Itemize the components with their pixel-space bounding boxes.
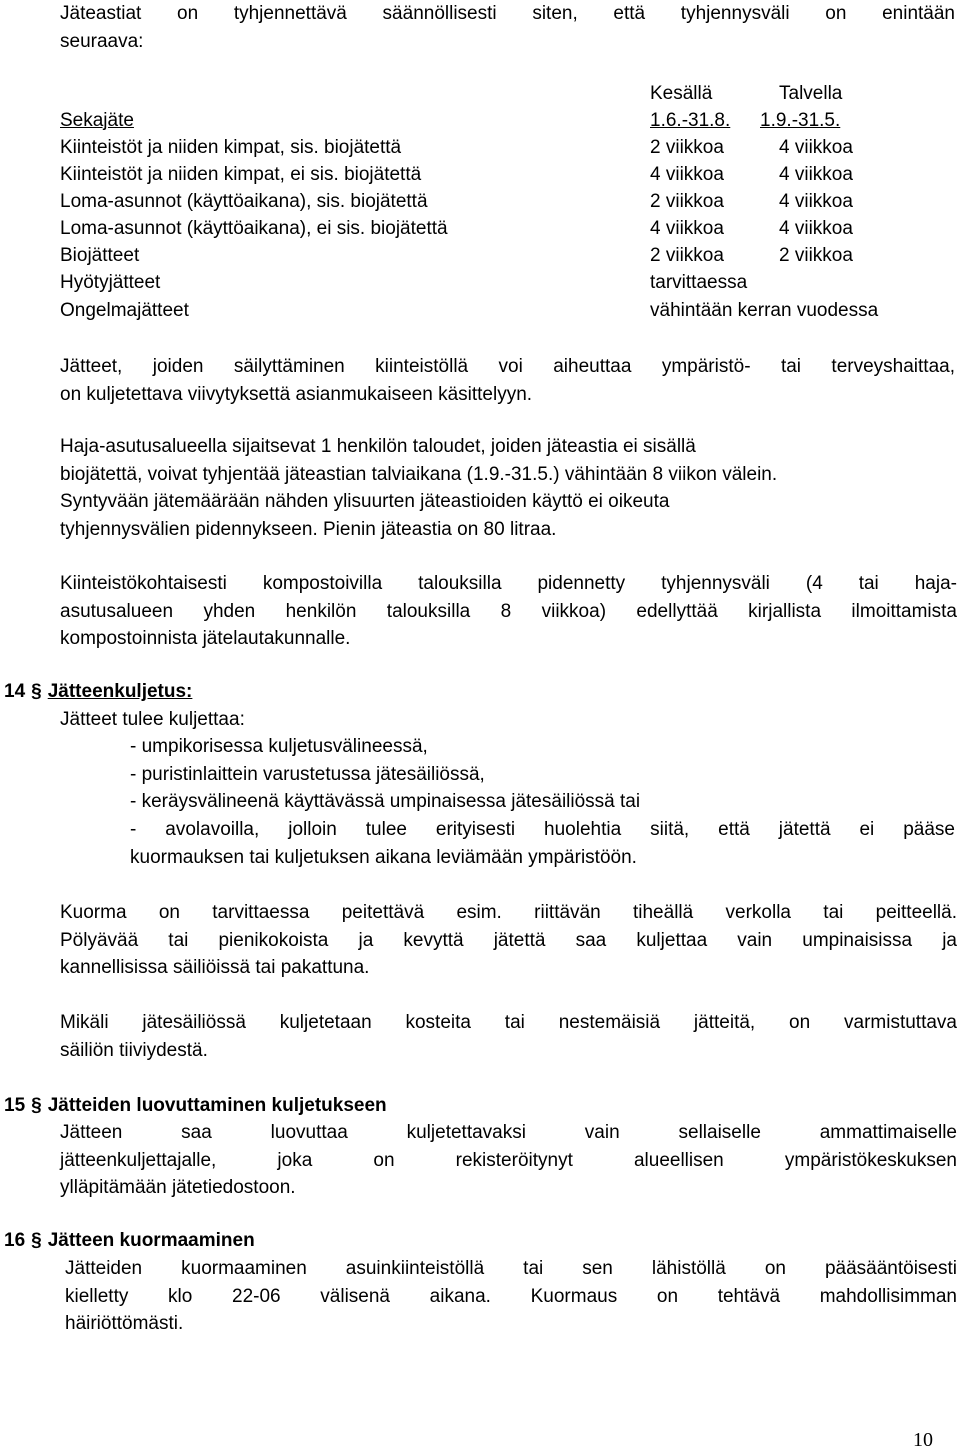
row-label: Ongelmajätteet [60, 300, 189, 321]
section-14-intro: Jätteet tulee kuljettaa: [60, 709, 245, 730]
section-number: 15 [4, 1095, 26, 1116]
rural-line: Haja-asutusalueella sijaitsevat 1 henkilön taloudet, joiden jäteastia ei sisällä [60, 436, 696, 457]
section-title: Jätteiden luovuttaminen kuljetukseen [47, 1095, 387, 1116]
row-winter: 4 viikkoa [779, 137, 853, 158]
liquid-paragraph [60, 1009, 957, 1064]
transport-list [130, 733, 640, 816]
header-summer: Kesällä [650, 83, 713, 104]
list-item-line: kuormauksen tai kuljetuksen aikana leviämään ympäristöön. [130, 846, 637, 868]
row-summer: tarvittaessa [650, 272, 748, 293]
cover-paragraph [60, 899, 957, 982]
row-summer: 2 viikkoa [650, 191, 724, 212]
list-item: - keräysvälineenä käyttävässä umpinaisessa jätesäiliössä tai [130, 791, 641, 812]
list-item-line: - avolavoilla, jolloin tulee erityisesti huolehtia siitä, että jätettä ei pääse [130, 819, 955, 840]
row-summer: 4 viikkoa [650, 164, 724, 185]
hazard-line: Jätteet, joiden säilyttäminen kiinteistöllä voi aiheuttaa ympäristö- tai terveyshaittaa, [60, 356, 955, 377]
section-16-heading [4, 1227, 255, 1254]
intro-paragraph [60, 0, 955, 55]
row-winter: 4 viikkoa [779, 191, 853, 212]
schedule-first-label: Sekajäte [60, 110, 134, 131]
section-16-line: häiriöttömästi. [65, 1313, 184, 1334]
section-14-heading [4, 678, 192, 705]
section-15-line: ylläpitämään jätetiedostoon. [60, 1177, 296, 1198]
row-label: Biojätteet [60, 245, 140, 266]
liquid-line: Mikäli jätesäiliössä kuljetetaan kosteita tai nestemäisiä jätteitä, on varmistuttava [60, 1012, 957, 1033]
intro-line: Jäteastiat on tyhjennettävä säännöllisesti siten, että tyhjennysväli on enintään [60, 3, 955, 24]
section-number: 14 [4, 681, 26, 702]
rural-paragraph [60, 433, 777, 543]
rural-line: Syntyvään jätemäärään nähden ylisuurten jäteastioiden käyttö ei oikeuta [60, 491, 670, 512]
section-15-line: jätteenkuljettajalle, joka on rekisteröitynyt alueellisen ympäristökeskuksen [60, 1149, 957, 1171]
section-15-heading [4, 1092, 387, 1119]
page-number: 10 [913, 1429, 933, 1451]
cover-line: kannellisissa säiliöissä tai pakattuna. [60, 957, 370, 978]
compost-line: Kiinteistökohtaisesti kompostoivilla talouksilla pidennetty tyhjennysväli (4 tai haja- [60, 573, 957, 594]
section-title: Jätteenkuljetus: [47, 681, 193, 702]
section-sign-icon: § [31, 1230, 42, 1251]
liquid-line: säiliön tiiviydestä. [60, 1039, 208, 1061]
row-winter: 4 viikkoa [779, 164, 853, 185]
hazard-paragraph [60, 353, 955, 408]
section-16-line: kielletty klo 22-06 välisenä aikana. Kuormaus on tehtävä mahdollisimman [65, 1285, 957, 1307]
list-item: - umpikorisessa kuljetusvälineessä, [130, 736, 428, 757]
section-sign-icon: § [31, 681, 42, 702]
list-item-open-platform [130, 816, 955, 871]
row-label: Loma-asunnot (käyttöaikana), sis. biojätettä [60, 191, 428, 212]
header-winter: Talvella [779, 83, 843, 104]
section-16-line: Jätteiden kuormaaminen asuinkiinteistöllä tai sen lähistöllä on pääsääntöisesti [65, 1258, 957, 1279]
section-15-line: Jätteen saa luovuttaa kuljetettavaksi vain sellaiselle ammattimaiselle [60, 1122, 957, 1143]
row-summer: vähintään kerran vuodessa [650, 300, 879, 321]
cover-line: Pölyävää tai pienikokoista ja kevyttä jätettä saa kuljettaa vain umpinaisissa ja [60, 929, 957, 951]
list-item: - puristinlaittein varustetussa jätesäiliössä, [130, 763, 485, 785]
row-summer: 4 viikkoa [650, 218, 724, 239]
row-label: Kiinteistöt ja niiden kimpat, ei sis. biojätettä [60, 164, 422, 185]
winter-range: 1.9.-31.5. [760, 110, 841, 131]
compost-line: asutusalueen yhden henkilön talouksilla 8 viikkoa) edellyttää kirjallista ilmoittamista [60, 600, 957, 622]
section-16-body [65, 1255, 957, 1338]
rural-line: tyhjennysvälien pidennykseen. Pienin jäteastia on 80 litraa. [60, 518, 557, 540]
rural-line: biojätettä, voivat tyhjentää jäteastian talviaikana (1.9.-31.5.) vähintään 8 viikon välein. [60, 463, 778, 485]
cover-line: Kuorma on tarvittaessa peitettävä esim. riittävän tiheällä verkolla tai peitteellä. [60, 902, 957, 923]
intro-line: seuraava: [60, 30, 144, 52]
row-label: Kiinteistöt ja niiden kimpat, sis. biojätettä [60, 137, 402, 158]
section-15-body [60, 1119, 957, 1202]
row-summer: 2 viikkoa [650, 137, 724, 158]
row-winter: 2 viikkoa [779, 245, 853, 266]
compost-line: kompostoinnista jätelautakunnalle. [60, 628, 351, 649]
hazard-line: on kuljetettava viivytyksettä asianmukaiseen käsittelyyn. [60, 383, 533, 405]
summer-range: 1.6.-31.8. [650, 110, 731, 131]
section-sign-icon: § [31, 1095, 42, 1116]
row-summer: 2 viikkoa [650, 245, 724, 266]
row-label: Hyötyjätteet [60, 272, 161, 293]
section-number: 16 [4, 1230, 26, 1251]
section-title: Jätteen kuormaaminen [47, 1230, 255, 1251]
row-label: Loma-asunnot (käyttöaikana), ei sis. biojätettä [60, 218, 448, 239]
row-winter: 4 viikkoa [779, 218, 853, 239]
compost-paragraph [60, 570, 957, 653]
